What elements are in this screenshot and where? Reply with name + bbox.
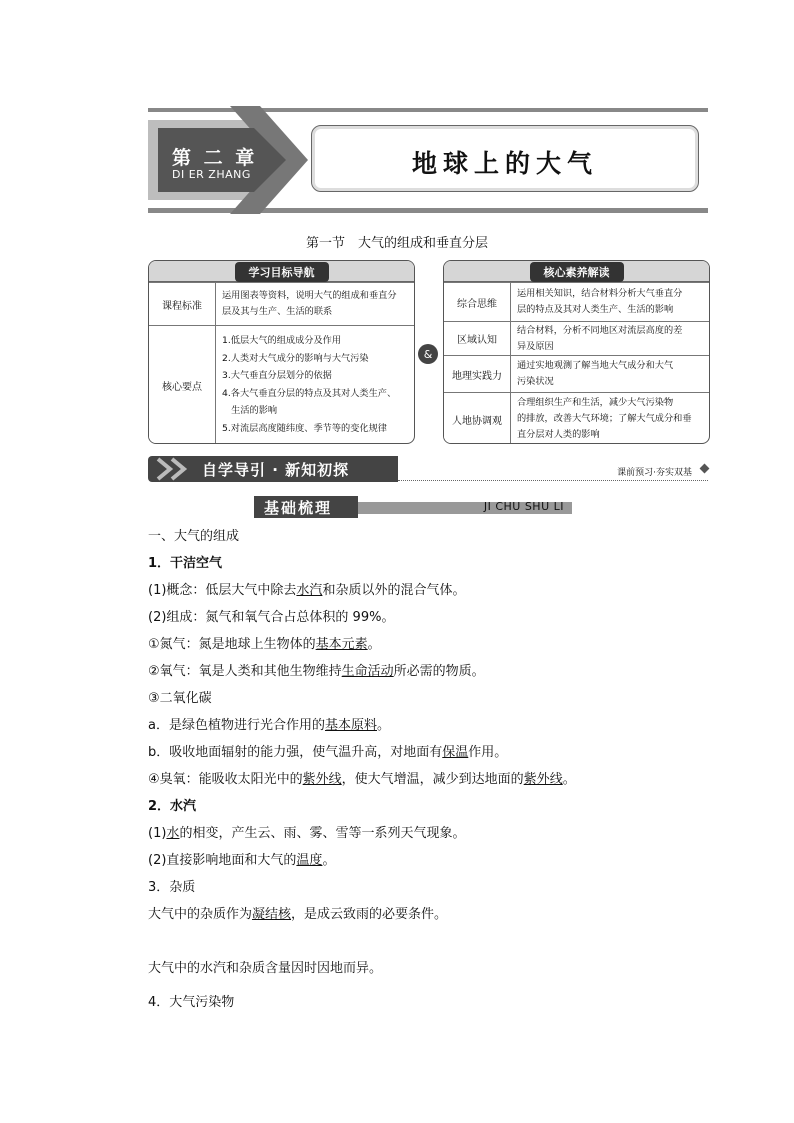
para-co2: ③二氧化碳 (148, 691, 212, 706)
row-line: 通过实地观测了解当地大气成分和大气 (517, 360, 674, 371)
row-line: 层的特点及其对人类生产、生活的影响 (517, 304, 674, 315)
row-label: 综合思维 (444, 283, 511, 321)
banner-title: 自学导引 · 新知初探 (202, 461, 350, 479)
row-label: 区域认知 (444, 322, 511, 355)
row-line: 生活的影响 (222, 405, 278, 416)
panel-row (149, 282, 414, 325)
learning-goals-panel (148, 260, 415, 444)
chapter-title-box (311, 125, 699, 192)
row-line: 2.人类对大气成分的影响与大气污染 (222, 352, 369, 364)
subheading-water-vapor: 2．水汽 (148, 799, 197, 814)
panel-header (444, 261, 709, 282)
para-concept: (1)概念：低层大气中除去水汽和杂质以外的混合气体。 (148, 583, 466, 598)
row-label: 核心要点 (149, 326, 216, 444)
row-label: 地理实践力 (444, 356, 511, 392)
row-line: 异及原因 (517, 341, 554, 352)
row-text (511, 393, 709, 444)
para-co2-a: a．是绿色植物进行光合作用的基本原料。 (148, 718, 390, 733)
row-line: 1.低层大气的组成成分及作用 (222, 335, 342, 346)
para-water-temp: (2)直接影响地面和大气的温度。 (148, 853, 336, 868)
row-text (511, 283, 709, 321)
panel-row (444, 392, 709, 444)
para-ozone: ④臭氧：能吸收太阳光中的紫外线，使大气增温，减少到达地面的紫外线。 (148, 772, 576, 787)
diamond-icon (700, 464, 710, 474)
row-text (511, 356, 709, 392)
chapter-title: 地球上的大气 (411, 149, 598, 178)
para-oxygen: ②氧气：氧是人类和其他生物维持生命活动所必需的物质。 (148, 664, 485, 679)
banner-subtitle: 课前预习·夯实双基 (617, 468, 692, 478)
section-title: 第一节 大气的组成和垂直分层 (305, 236, 488, 251)
panel-heading: 学习目标导航 (235, 262, 329, 282)
row-line: 3.大气垂直分层划分的依据 (222, 370, 332, 381)
ampersand-icon: & (418, 344, 438, 364)
row-line: 污染状况 (517, 376, 554, 387)
row-line: 直分层对人类的影响 (517, 429, 600, 440)
subheading-pollutants: 4．大气污染物 (148, 995, 235, 1010)
row-line: 的排放，改善大气环境；了解大气成分和垂 (517, 413, 692, 424)
para-co2-b: b．吸收地面辐射的能力强，使气温升高，对地面有保温作用。 (148, 745, 508, 760)
para-water-phase: (1)水的相变，产生云、雨、雾、雪等一系列天气现象。 (148, 826, 466, 841)
core-literacy-panel (443, 260, 710, 444)
heading-composition: 一、大气的组成 (148, 529, 240, 544)
para-nitrogen: ①氮气：氮是地球上生物体的基本元素。 (148, 637, 381, 652)
para-variation: 大气中的水汽和杂质含量因时因地而异。 (148, 961, 383, 976)
row-line: 运用图表等资料，说明大气的组成和垂直分 (222, 290, 397, 301)
panel-header (149, 261, 414, 282)
para-composition: (2)组成：氮气和氧气合占总体积的 99%。 (148, 610, 395, 625)
row-text (216, 283, 414, 325)
chapter-label: 第 二 章 (172, 147, 258, 169)
panel-row (444, 355, 709, 392)
row-text (216, 326, 414, 444)
row-line: 4.各大气垂直分层的特点及其对人类生产、 (222, 387, 397, 399)
banner-divider (398, 480, 708, 481)
panel-heading: 核心素养解读 (530, 262, 624, 282)
row-line: 层及其与生产、生活的联系 (222, 306, 333, 317)
row-label: 人地协调观 (444, 393, 511, 444)
panel-row (149, 325, 414, 444)
row-text (511, 322, 709, 355)
double-chevron-icon (152, 456, 202, 482)
chapter-pinyin: DI ER ZHANG (172, 168, 251, 181)
basics-banner (254, 496, 572, 518)
para-impurities: 大气中的杂质作为凝结核，是成云致雨的必要条件。 (148, 907, 448, 922)
chapter-header (148, 106, 708, 214)
subheading-impurities: 3．杂质 (148, 880, 196, 895)
row-line: 5.对流层高度随纬度、季节等的变化规律 (222, 422, 387, 434)
row-line: 合理组织生产和生活，减少大气污染物 (517, 397, 674, 408)
panel-row (444, 321, 709, 355)
self-study-banner (148, 456, 708, 482)
row-line: 运用相关知识，结合材料分析大气垂直分 (517, 288, 683, 299)
subheading-dry-air: 1．干洁空气 (148, 556, 223, 571)
panel-row (444, 282, 709, 321)
row-line: 结合材料，分析不同地区对流层高度的差 (517, 325, 683, 336)
basics-title: 基础梳理 (264, 499, 333, 517)
row-label: 课程标准 (149, 283, 216, 325)
basics-pinyin: JI CHU SHU LI (483, 500, 564, 513)
